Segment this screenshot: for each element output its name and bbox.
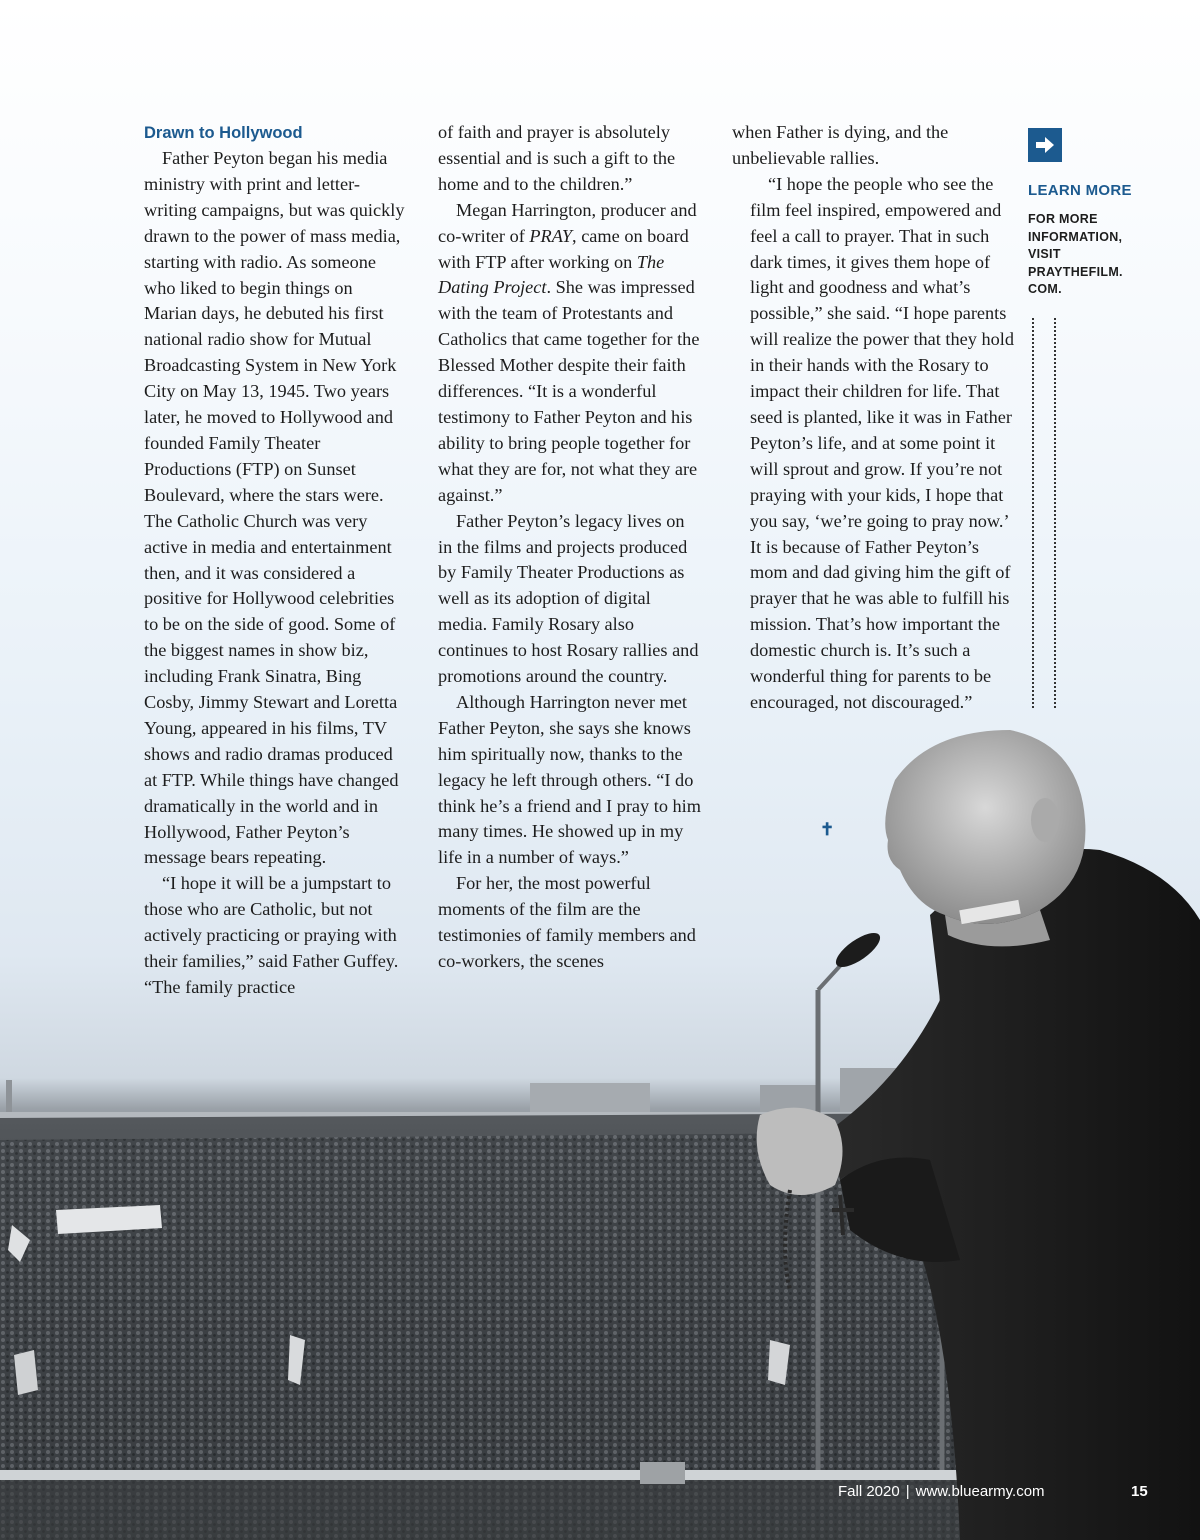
article-paragraph [732,172,1014,716]
page-number: 15 [1131,1483,1148,1500]
footer [838,1483,1045,1500]
learn-more-sidebar [1028,128,1153,299]
paragraph-text: , came on board with FTP after working on [438,225,689,272]
end-mark-cross-icon: ✝ [820,820,835,839]
section-heading: Drawn to Hollywood [144,124,303,142]
article-paragraph: Although Harrington never met Father Peyton, she says she knows him spiritually now, thanks to the legacy he left through others. “I do think he’s a friend and I pray to him many times. He showed up in my life in a number of ways.” [438,691,701,868]
footer-divider: | [905,1483,910,1500]
paragraph-text: Megan Harrington, producer and co-writer of [438,199,697,246]
article-column-3 [732,120,1014,716]
paragraph-text: “I hope the people who see the film feel inspired, empowered and feel a call to prayer. That in such dark times, it gives them hope of light and goodness and what’s possible,” she said. “I hope parents will realize the power that they hold in their hands with the Rosary to impact their children for life. That seed is planted, like it was in Father Peyton’s life, and at some point it will sprout and grow. If you’re not praying with your kids, I hope that you say, ‘we’re going to pray now.’ It is because of Father Peyton’s mom and dad giving him the gift of prayer that he was able to fulfill his mission. That’s how important the domestic church is. It’s such a wonderful thing for parents to be encouraged, not discouraged.” [750,173,1014,712]
more-info-link[interactable]: FOR MORE INFORMATION, VISIT PRAYTHEFILM. COM. [1028,212,1123,296]
article-paragraph: For her, the most powerful moments of the film are the testimonies of family members and co-workers, the scenes [438,873,696,971]
issue-label: Fall 2020 [838,1483,900,1500]
dotted-divider [1032,318,1056,708]
article-paragraph: Father Peyton began his media ministry with print and letter-writing campaigns, but was quickly drawn to the power of mass media, starting with radio. As someone who liked to begin things on Marian days, he debuted his first national radio show for Mutual Broadcasting System in New York City on May 13, 1945. Two years later, he moved to Hollywood and founded Family Theater Productions (FTP) on Sunset Boulevard, where the stars were. The Catholic Church was very active in media and entertainment then, and it was considered a positive for Hollywood celebrities to be on the side of good. Some of the biggest names in show biz, including Frank Sinatra, Bing Cosby, Jimmy Stewart and Loretta Young, appeared in his films, TV shows and radio dramas produced at FTP. While things have changed dramatically in the world and in Hollywood, Father Peyton’s message bears repeating. [144,148,405,868]
article-paragraph: when Father is dying, and the unbelievable rallies. [732,122,949,168]
article-paragraph: Father Peyton’s legacy lives on in the films and projects produced by Family Theater Productions as well as its adoption of digital media. Family Rosary also continues to host Rosary rallies and promotions around the country. [438,510,699,687]
arrow-right-icon[interactable] [1028,128,1062,162]
article-paragraph: “I hope it will be a jumpstart to those who are Catholic, but not actively practicing or praying with their families,” said Father Guffey. “The family practice [144,873,399,997]
article-column-1 [144,120,409,1001]
website-link[interactable]: www.bluearmy.com [915,1483,1045,1500]
article-paragraph: of faith and prayer is absolutely essential and is such a gift to the home and to the children.” [438,122,676,194]
learn-more-label: LEARN MORE [1028,182,1132,199]
paragraph-text: . She was impressed with the team of Protestants and Catholics that came together for the Blessed Mother despite their faith differences. “It is a wonderful testimony to Father Peyton and his ability to bring people together for what they are for, not what they are against.” [438,277,700,505]
article-column-2 [438,120,703,975]
film-title: PRAY [529,225,573,246]
article-paragraph [438,198,703,509]
film-title: The Dating Project [438,251,665,298]
